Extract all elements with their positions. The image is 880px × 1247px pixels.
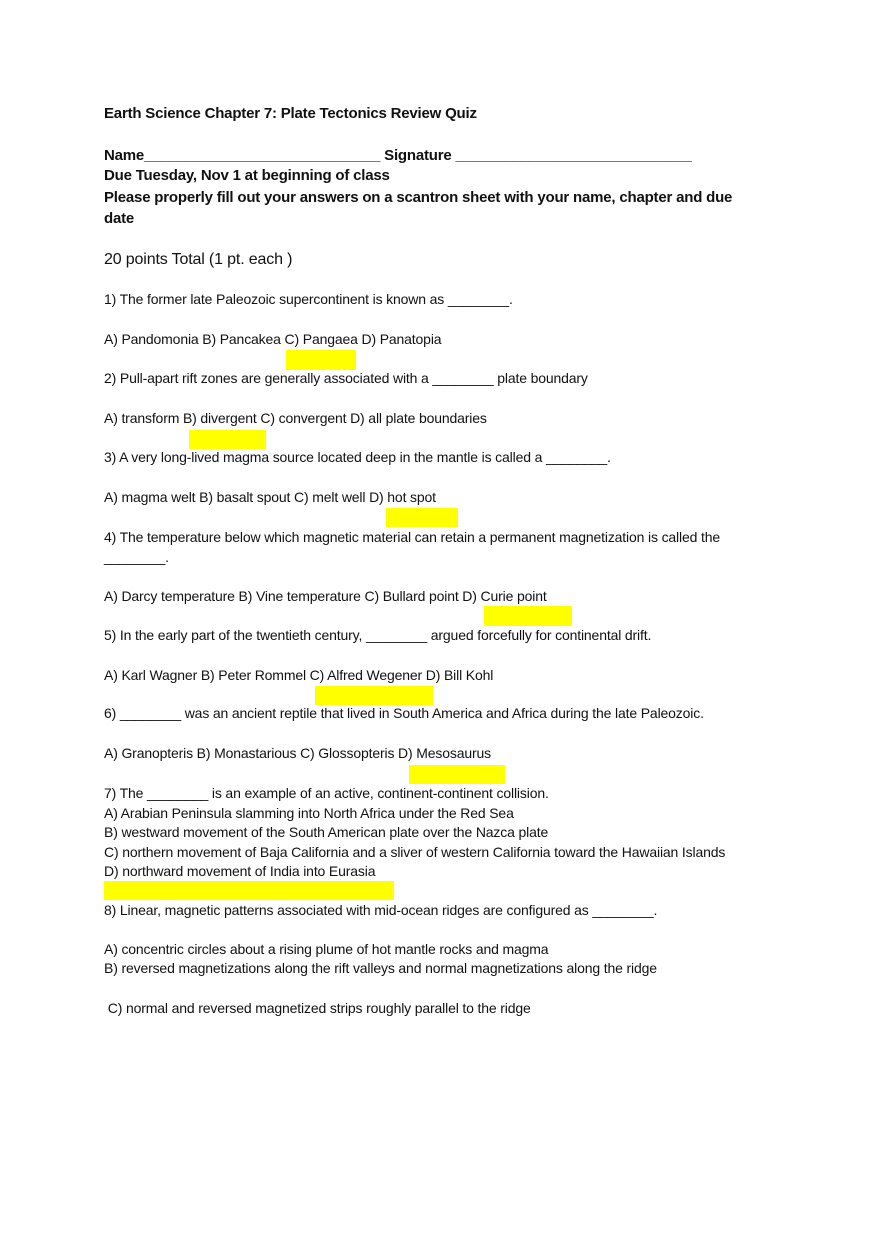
answers-2: A) transform B) divergent C) convergent D) all plate boundaries (104, 410, 487, 426)
answer-highlight-q2 (189, 430, 266, 449)
answers-4: A) Darcy temperature B) Vine temperature C) Bullard point D) Curie point (104, 588, 547, 604)
answer-highlight-q1 (286, 350, 356, 370)
option-8b: B) reversed magnetizations along the rift valleys and normal magnetizations along the ridge (104, 960, 657, 976)
question-6: 6) ________ was an ancient reptile that lived in South America and Africa during the late Paleozoic. (104, 705, 704, 721)
option-8a: A) concentric circles about a rising plume of hot mantle rocks and magma (104, 941, 549, 957)
due-date: Due Tuesday, Nov 1 at beginning of class (104, 167, 390, 184)
question-8: 8) Linear, magnetic patterns associated with mid-ocean ridges are configured as ________. (104, 902, 658, 918)
quiz-title: Earth Science Chapter 7: Plate Tectonics Review Quiz (104, 105, 477, 122)
option-7b: B) westward movement of the South American plate over the Nazca plate (104, 824, 549, 840)
question-4: 4) The temperature below which magnetic material can retain a permanent magnetization is called the (104, 529, 721, 545)
option-7a: A) Arabian Peninsula slamming into North Africa under the Red Sea (104, 805, 514, 821)
option-8c: C) normal and reversed magnetized strips roughly parallel to the ridge (104, 1000, 531, 1016)
question-5: 5) In the early part of the twentieth century, ________ argued forcefully for continental drift. (104, 627, 652, 643)
question-2: 2) Pull-apart rift zones are generally associated with a ________ plate boundary (104, 370, 588, 386)
option-7d: D) northward movement of India into Eurasia (104, 863, 376, 879)
instructions: Please properly fill out your answers on a scantron sheet with your name, chapter and due (104, 189, 733, 206)
answer-highlight-q3 (386, 508, 458, 527)
points-total: 20 points Total (1 pt. each ) (104, 251, 293, 268)
answers-6: A) Granopteris B) Monastarious C) Glossopteris D) Mesosaurus (104, 745, 492, 761)
answers-3: A) magma welt B) basalt spout C) melt well D) hot spot (104, 489, 436, 505)
answer-highlight-q5 (315, 686, 433, 705)
answer-highlight-q7 (104, 881, 394, 900)
answer-highlight-q6 (409, 765, 505, 784)
answers-5: A) Karl Wagner B) Peter Rommel C) Alfred Wegener D) Bill Kohl (104, 667, 494, 683)
question-4-cont: ________. (104, 549, 169, 565)
option-7c: C) northern movement of Baja California and a sliver of western California toward the Hawaiian Islands (104, 844, 726, 860)
name-signature-line: Name_____________________________ Signature _____________________________ (104, 147, 692, 164)
instructions-cont: date (104, 210, 135, 227)
answers-1: A) Pandomonia B) Pancakea C) Pangaea D) Panatopia (104, 331, 442, 347)
question-7: 7) The ________ is an example of an active, continent-continent collision. (104, 785, 549, 801)
answer-highlight-q4 (484, 606, 572, 626)
question-1: 1) The former late Paleozoic supercontinent is known as ________. (104, 291, 513, 307)
question-3: 3) A very long-lived magma source located deep in the mantle is called a ________. (104, 449, 611, 465)
